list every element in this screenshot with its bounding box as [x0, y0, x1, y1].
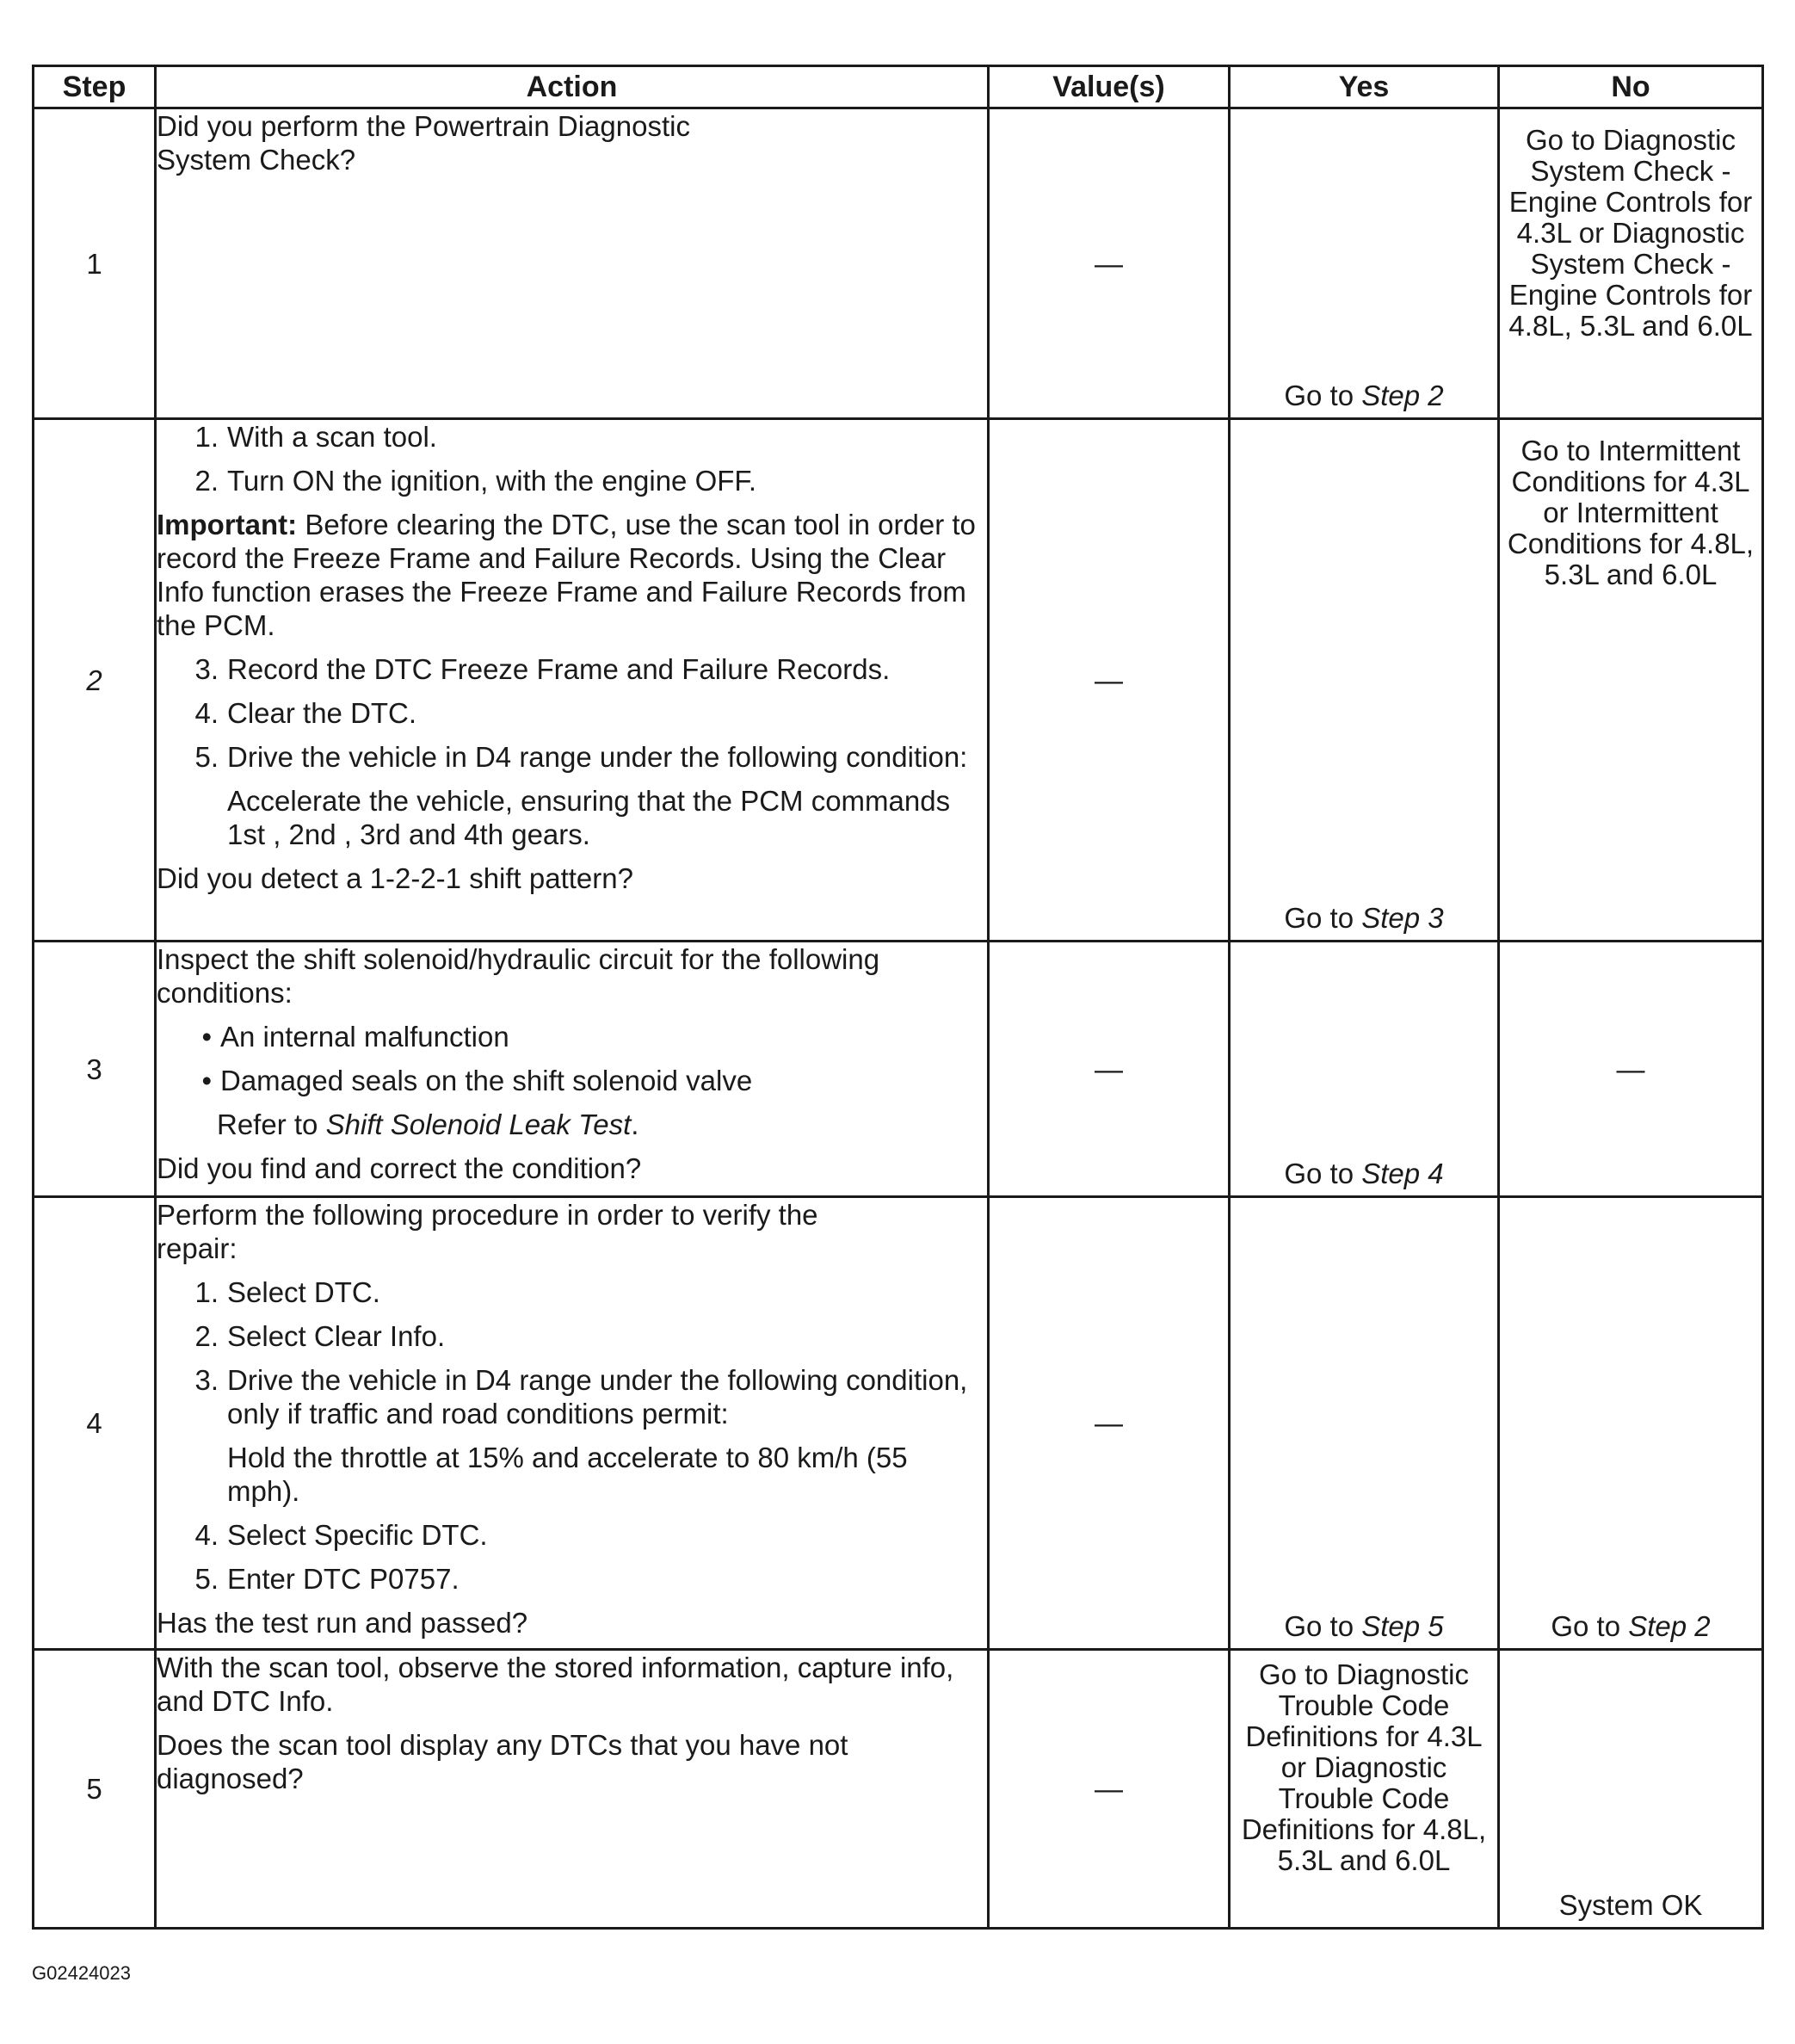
action-cell — [156, 108, 989, 419]
yes-cell — [1230, 1197, 1499, 1650]
refer-note: Refer to Shift Solenoid Leak Test. — [217, 1108, 639, 1140]
action-question: Does the scan tool display any DTCs that you have not diagnosed? — [157, 1729, 848, 1794]
table-row-step-4 — [34, 1197, 1763, 1650]
refer-link[interactable]: Shift Solenoid Leak Test — [325, 1108, 632, 1140]
goto-prefix: Go to — [1284, 380, 1354, 411]
yes-goto[interactable] — [1231, 1609, 1497, 1643]
list-item: • An internal malfunction — [201, 1021, 509, 1053]
no-cell — [1499, 1650, 1763, 1929]
table-row-step-5 — [34, 1650, 1763, 1929]
list-item: 2. Turn ON the ignition, with the engine OFF. — [194, 465, 757, 497]
yes-cell — [1230, 419, 1499, 942]
list-item-detail: Hold the throttle at 15% and accelerate to 80 km/h (55 mph). — [227, 1442, 908, 1507]
goto-step-link[interactable]: Step 2 — [1628, 1610, 1711, 1642]
header-no: No — [1499, 66, 1763, 108]
action-question: Has the test run and passed? — [157, 1607, 528, 1639]
table-row-step-2 — [34, 419, 1763, 942]
goto-prefix: Go to — [1551, 1610, 1621, 1642]
yes-instruction: Go to Diagnostic Trouble Code Definitions for 4.3L or Diagnostic Trouble Code Definitions for 4.8L, 5.3L and 6.0L — [1241, 1658, 1487, 1876]
goto-prefix: Go to — [1284, 902, 1354, 934]
list-item-detail: Accelerate the vehicle, ensuring that the PCM commands 1st , 2nd , 3rd and 4th gears. — [227, 785, 951, 850]
header-values: Value(s) — [989, 66, 1230, 108]
list-item: 3. Drive the vehicle in D4 range under the following condition, only if traffic and road conditions permit: — [194, 1364, 968, 1430]
list-item: 4. Select Specific DTC. — [194, 1519, 488, 1551]
action-cell — [156, 1197, 989, 1650]
action-cell — [156, 942, 989, 1197]
diagnostic-table — [32, 65, 1764, 1930]
step-number: 1 — [34, 108, 156, 419]
no-goto[interactable] — [1500, 1609, 1761, 1643]
important-note: Important: Before clearing the DTC, use the scan tool in order to record the Freeze Frame and Failure Records. Using the Clear Info function erases the Freeze Frame and Failure Records from the PCM. — [157, 509, 976, 641]
goto-step-link[interactable]: Step 2 — [1361, 380, 1444, 411]
figure-id: G02424023 — [32, 1962, 131, 1984]
no-instruction: Go to Intermittent Conditions for 4.3L or Intermittent Conditions for 4.8L, 5.3L and 6.0L — [1507, 435, 1755, 590]
goto-step-link[interactable]: Step 5 — [1361, 1610, 1444, 1642]
step-number: 5 — [34, 1650, 156, 1929]
header-yes: Yes — [1230, 66, 1499, 108]
yes-cell — [1230, 108, 1499, 419]
yes-goto[interactable] — [1231, 379, 1497, 412]
list-item: 1. Select DTC. — [194, 1276, 380, 1308]
no-instruction: Go to Diagnostic System Check - Engine Controls for 4.3L or Diagnostic System Check - Engine Controls for 4.8L, 5.3L and 6.0L — [1508, 124, 1753, 342]
header-row — [34, 66, 1763, 108]
list-item: 5. Enter DTC P0757. — [194, 1563, 460, 1595]
table-row-step-3 — [34, 942, 1763, 1197]
header-step: Step — [34, 66, 156, 108]
no-result: System OK — [1558, 1889, 1703, 1921]
yes-goto[interactable] — [1231, 1157, 1497, 1190]
no-cell — [1499, 108, 1763, 419]
list-item: 1. With a scan tool. — [194, 421, 437, 453]
action-intro: Perform the following procedure in order to verify the repair: — [157, 1199, 818, 1264]
value-cell: — — [989, 1650, 1230, 1929]
goto-step-link[interactable]: Step 4 — [1361, 1158, 1444, 1189]
goto-prefix: Go to — [1284, 1158, 1354, 1189]
no-cell — [1499, 1197, 1763, 1650]
action-intro: Inspect the shift solenoid/hydraulic circuit for the following conditions: — [157, 943, 880, 1009]
list-item: 2. Select Clear Info. — [194, 1320, 446, 1352]
value-cell: — — [989, 1197, 1230, 1650]
yes-cell — [1230, 942, 1499, 1197]
no-cell: — — [1499, 942, 1763, 1197]
action-cell — [156, 1650, 989, 1929]
action-question: Did you perform the Powertrain Diagnostic System Check? — [157, 110, 690, 176]
yes-cell — [1230, 1650, 1499, 1929]
no-cell — [1499, 419, 1763, 942]
value-cell: — — [989, 108, 1230, 419]
list-item: • Damaged seals on the shift solenoid valve — [201, 1065, 753, 1096]
goto-prefix: Go to — [1284, 1610, 1354, 1642]
goto-step-link[interactable]: Step 3 — [1361, 902, 1444, 934]
value-cell: — — [989, 419, 1230, 942]
list-item: 4. Clear the DTC. — [194, 697, 417, 729]
list-item: 5. Drive the vehicle in D4 range under the following condition: — [194, 741, 968, 773]
step-number: 2 — [34, 419, 156, 942]
step-number: 4 — [34, 1197, 156, 1650]
action-cell — [156, 419, 989, 942]
action-paragraph: With the scan tool, observe the stored information, capture info, and DTC Info. — [157, 1652, 954, 1717]
step-number: 3 — [34, 942, 156, 1197]
action-question: Did you detect a 1-2-2-1 shift pattern? — [157, 862, 633, 894]
table-row-step-1 — [34, 108, 1763, 419]
value-cell: — — [989, 942, 1230, 1197]
header-action: Action — [156, 66, 989, 108]
action-question: Did you find and correct the condition? — [157, 1152, 642, 1184]
yes-goto[interactable] — [1231, 901, 1497, 935]
important-label: Important: — [157, 509, 298, 540]
list-item: 3. Record the DTC Freeze Frame and Failure Records. — [194, 653, 891, 685]
